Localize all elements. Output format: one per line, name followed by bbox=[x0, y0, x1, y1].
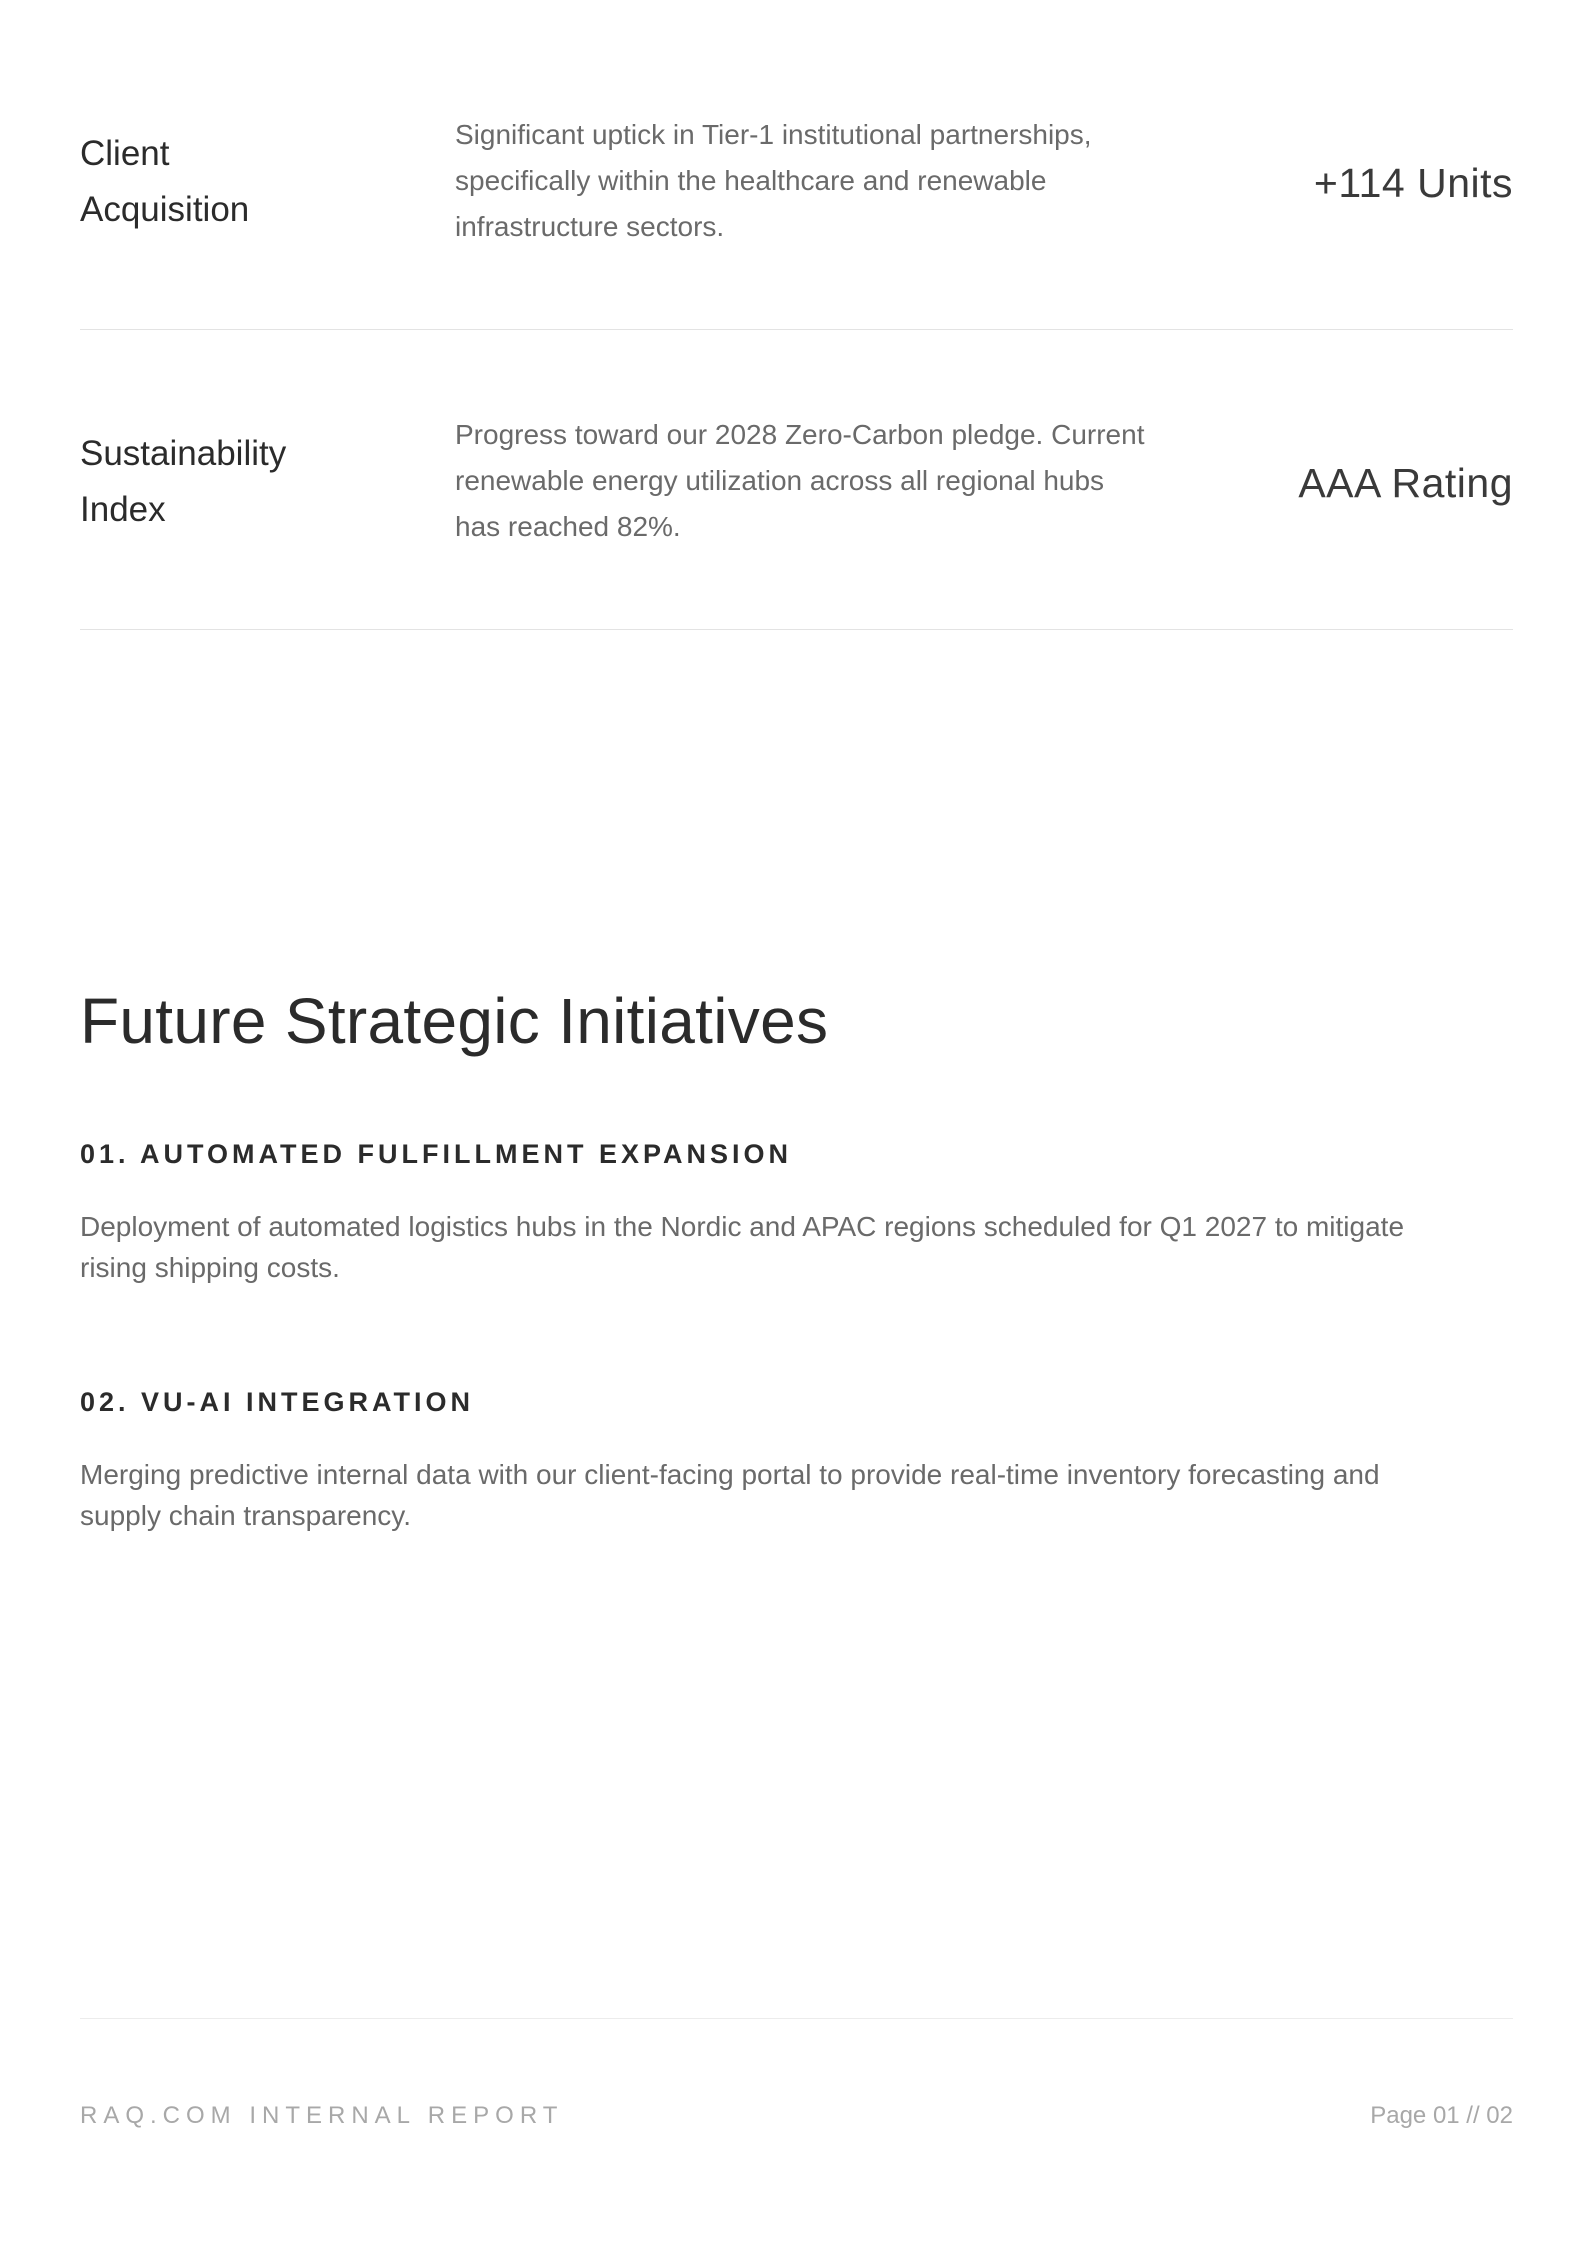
initiative-heading: 01. AUTOMATED FULFILLMENT EXPANSION bbox=[80, 1139, 793, 1169]
footer-page-number: Page 01 // 02 bbox=[1370, 2102, 1513, 2129]
initiative-heading: 02. VU-AI INTEGRATION bbox=[80, 1387, 475, 1417]
metric-value: AAA Rating bbox=[1298, 460, 1513, 506]
metric-value: +114 Units bbox=[1313, 160, 1513, 206]
metric-label: Client Acquisition bbox=[80, 134, 250, 229]
initiative-body: Merging predictive internal data with our client-facing portal to provide real-time inventory forecasting and supply chain transparency. bbox=[80, 1459, 1380, 1531]
footer-report-name: RAQ.COM INTERNAL REPORT bbox=[80, 2102, 564, 2129]
report-page bbox=[80, 0, 1513, 2246]
metric-row-sustainability-index bbox=[80, 412, 1513, 630]
metric-description: Significant uptick in Tier-1 institutional partnerships, specifically within the healthcare and renewable infrastructure sectors. bbox=[455, 119, 1092, 242]
metric-row-client-acquisition bbox=[80, 112, 1513, 330]
metric-label: Sustainability Index bbox=[80, 434, 287, 529]
metric-description: Progress toward our 2028 Zero-Carbon pledge. Current renewable energy utilization across all regional hubs has reached 82%. bbox=[455, 419, 1145, 542]
section-title: Future Strategic Initiatives bbox=[80, 985, 829, 1057]
footer-divider bbox=[80, 2018, 1513, 2019]
initiative-body: Deployment of automated logistics hubs in the Nordic and APAC regions scheduled for Q1 2027 to mitigate rising shipping costs. bbox=[80, 1211, 1405, 1283]
